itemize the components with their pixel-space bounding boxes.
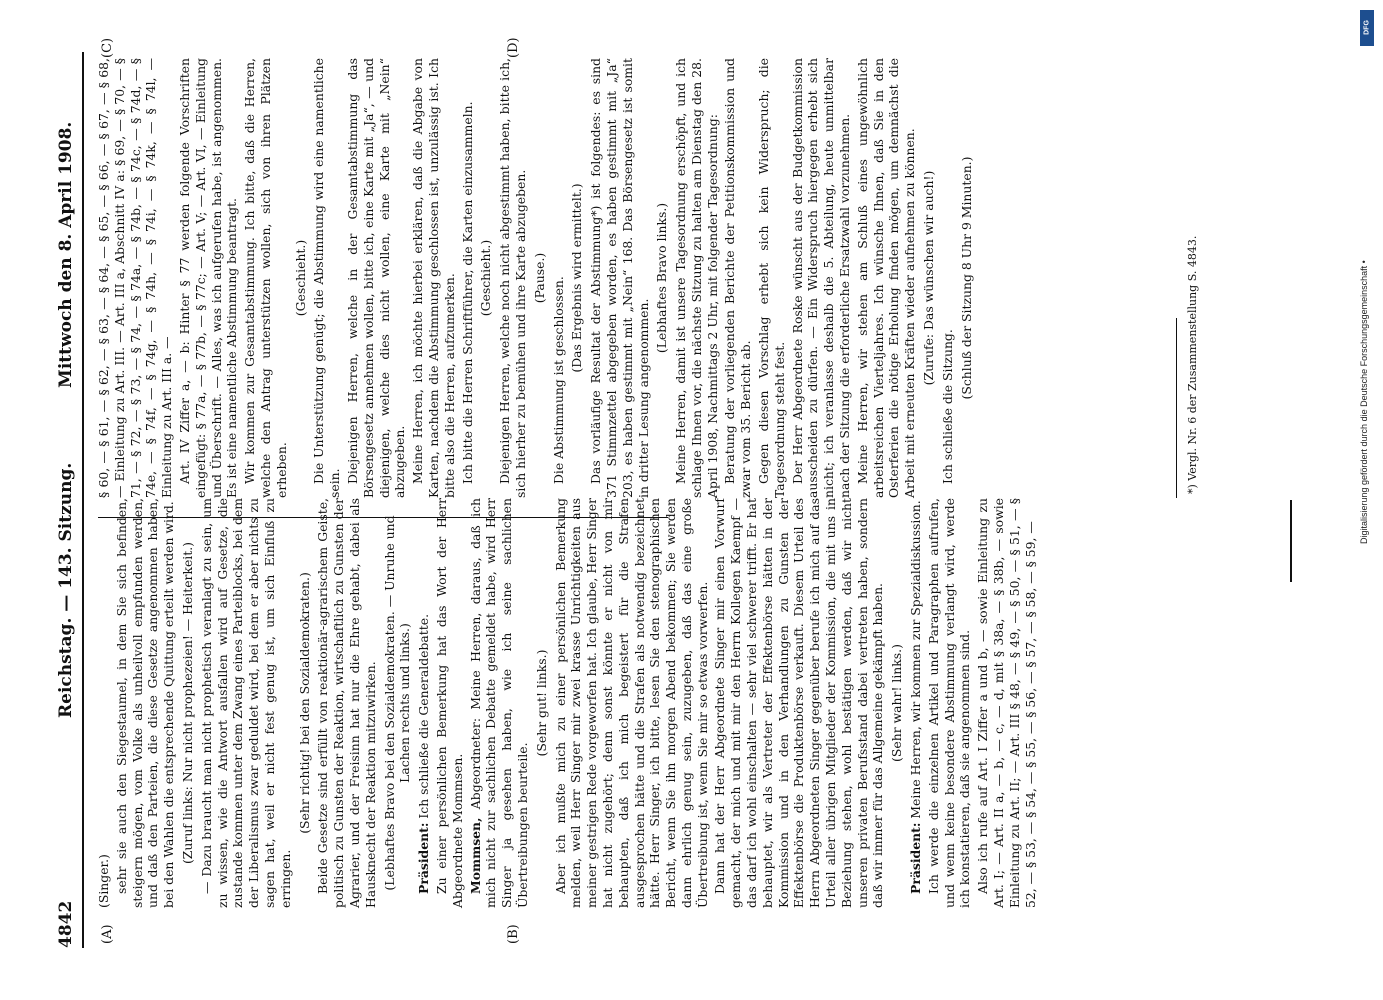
paragraph-text: (Das Ergebnis wird ermittelt.) — [569, 183, 585, 373]
left_column-paragraph — [434, 498, 466, 908]
paragraph-text: Ich bitte die Herren Schriftführer, die Karten einzusammeln. — [459, 101, 475, 484]
left_column-paragraph — [199, 498, 294, 908]
paragraph-text: Aber ich mußte mich zu einer persönlichen Bemerkung melden, weil Herr Singer mir zwei krasse Unrichtigkeiten aus meiner gestrigen Rede vorgeworfen hat. Ich glaube, Herr Singer hat nicht zugehört; denn sonst könnte er nicht von mir behaupten, daß ich mich begeistert für die Strafen ausgesprochen hätte und die Strafen als notwendig bezeichnet hätte. Herr Singer, ich bitte, lesen Sie den stenographischen Bericht, wenn Sie ihn morgen Abend bekommen; Sie werden dann ehrlich genug sein, zuzugeben, daß das eine große Übertreibung ist, wenn Sie mir so etwas vorwerfen. — [552, 498, 710, 908]
right_column-paragraph — [532, 58, 548, 498]
scanned-page — [36, 30, 1346, 970]
speaker-name: Präsident: — [908, 822, 924, 894]
left_column-paragraph — [416, 498, 432, 908]
right-column — [96, 58, 977, 498]
paragraph-text: Meine Herren, damit ist unsere Tagesordnung erschöpft, und ich schlage Ihnen vor, die nächste Sitzung zu halten am Dienstag den 28. April 1908, Nachmittags 2 Uhr, mit folgender Tagesordnung: — [673, 58, 720, 498]
paragraph-text: Das vorläufige Resultat der Abstimmung*) ist folgendes: es sind 371 Stimmzettel abgegeben worden, es haben gestimmt mit „Ja“ 203, es haben gestimmt mit „Nein“ 168. Das Börsengesetz ist somit in dritter Lesung angenommen. — [588, 58, 651, 498]
paragraph-text: Wir kommen zur Gesamtabstimmung. Ich bitte, daß die Herren, welche den Antrag unterstützen wollen, sich von ihren Plätzen erheben. — [242, 58, 289, 498]
left_column-paragraph — [114, 498, 177, 908]
paragraph-text: Zu einer persönlichen Bemerkung hat das Wort der Herr Abgeordnete Mommsen. — [433, 498, 465, 908]
paragraph-text: — Dazu braucht man nicht prophetisch veranlagt zu sein, um zu wissen, wie die Antwort ausfallen wird auf Gesetze, die zustande kommen unter dem Zwang eines Parteiblocks, bei dem der Liberalismus zwar geduldet wird, bei dem er aber nichts zu sagen hat, weil er nicht fest genug ist, um sich Einfluß zu erringen. — [198, 498, 293, 908]
paragraph-text: Abgeordneter: Meine Herren, daraus, daß ich mich nicht zur sachlichen Debatte gemeldet habe, wird Herr Singer ja gesehen haben, wie ich seine sachlichen Übertreibungen beurteile. — [467, 498, 530, 908]
margin-marker-c: (C) — [100, 37, 115, 58]
paragraph-text: (Sehr richtig! bei den Sozialdemokraten.) — [296, 572, 312, 834]
left_column-paragraph — [889, 498, 905, 908]
paragraph-text: Ich schließe die Generaldebatte. — [416, 613, 432, 819]
right_column-paragraph — [588, 58, 651, 498]
paragraph-text: Meine Herren, wir stehen am Schluß eines ungewöhnlich arbeitsreichen Vierteljahres. Ich wünsche Ihnen, daß Sie in den Osterferien die nötige Erholung finden mögen, um demnächst die Arbeit mit erneuten Kräften wieder aufnehmen zu können. — [854, 58, 918, 498]
header-title-right: Mittwoch den 8. April 1908. — [56, 121, 76, 388]
paragraph-text: (Schluß der Sitzung 8 Uhr 9 Minuten.) — [958, 156, 974, 400]
paragraph-text: Diejenigen Herren, welche noch nicht abgestimmt haben, bitte ich, sich hierher zu bemühen und ihre Karte abzugeben. — [497, 58, 528, 498]
speaker-name: Mommsen, — [467, 817, 483, 894]
paragraph-text: Beide Gesetze sind erfüllt von reaktionär-agrarischem Geiste, politisch zu Gunsten der Reaktion, wirtschaftlich zu Gunsten der Agrarier, und der Freisinn hat nur die Ehre gehabt, dabei als Hausknecht der Reaktion mitzuwirken. — [315, 498, 378, 908]
margin-marker-d: (D) — [506, 37, 521, 58]
paragraph-text: Beratung der vorliegenden Berichte der Petitionskommission und zwar vom 35. Bericht ab. — [722, 58, 754, 498]
right_column-paragraph — [478, 58, 494, 498]
right_column-paragraph — [242, 58, 289, 498]
right_column-paragraph — [722, 58, 754, 498]
paragraph-text: Meine Herren, wir kommen zur Spezialdiskussion. — [908, 500, 924, 819]
paragraph-text: (Singer.) — [96, 854, 111, 908]
left_column-paragraph — [96, 498, 112, 908]
left_column-paragraph — [534, 498, 550, 908]
left_column-paragraph — [926, 498, 973, 908]
paragraph-text: Dann hat der Herr Abgeordnete Singer mir einen Vorwurf gemacht, der mich und mit mir den Herrn Kollegen Kaempf — das darf ich wohl einschalten — sehr viel schwerer trifft. Er hat behauptet, wir als Vertreter der Effektenbörse hätten in der Kommission und in den Verhandlungen zu Gunsten der Effektenbörse die Produktenbörse verkauft. Diesem Urteil des Herrn Abgeordneten Singer gegenüber berufe ich mich auf das Urteil aller übrigen Mitglieder der Kommission, die mit uns in Beziehung stehen, wohl bestätigen werden, daß wir nicht unseren privaten Berufsstand dabei vertreten haben, sondern daß wir immer für das Allgemeine gekämpft haben. — [712, 498, 886, 908]
right_column-paragraph — [551, 58, 567, 498]
paragraph-text: (Pause.) — [531, 252, 547, 304]
paragraph-text: Also ich rufe auf Art. I Ziffer a und b, — sowie Einleitung zu Art. I; — Art. II a, — b, — c, — d, mit § 38a, — § 38b, — sowie Einleitung zu Art. II; — Art. III § 48, — § 49, — § 50, — § 51, — § 52, — § 53, — § 54, — § 55, — § 56, — § 57, — § 58, — § 59, — — [975, 498, 1038, 908]
paragraph-text: Ich schließe die Sitzung. — [939, 329, 955, 484]
right_column-paragraph — [940, 58, 956, 498]
paragraph-text: § 60, — § 61, — § 62, — § 63, — § 64, — § 65, — § 66, — § 67, — § 68, — Einleitung zu Art. III. — Art. III a, Abschnitt IV a: § 69, — § 70, — § 71, — § 72, — § 73, — § 74, — § 74a, — § 74b, — § 74c, — § 74d, — § 74e, — § 74f, — § 74g, — § 74h, — § 74i, — § 74k, — § 74l, — Einleitung zu Art. III a. — — [96, 58, 175, 498]
margin-marker-b: (B) — [506, 924, 521, 944]
page-number: 4842 — [56, 900, 76, 948]
paragraph-text: (Lebhaftes Bravo bei den Sozialdemokraten. — Unruhe und Lachen rechts und links.) — [381, 515, 413, 891]
left_column-paragraph — [315, 498, 378, 908]
left_column-paragraph — [180, 498, 196, 908]
right_column-paragraph — [177, 58, 240, 498]
right_column-paragraph — [654, 58, 670, 498]
right_column-paragraph — [460, 58, 476, 498]
paragraph-text: (Geschieht.) — [478, 239, 494, 317]
header-title-left: Reichstag. — 143. Sitzung. — [56, 462, 76, 718]
paragraph-text: (Geschieht.) — [292, 239, 308, 317]
paragraph-text: (Sehr gut! links.) — [533, 649, 549, 757]
paragraph-text: Die Unterstützung genügt; die Abstimmung wird eine namentliche sein. — [311, 58, 343, 498]
paragraph-text: (Sehr wahr! links.) — [889, 644, 905, 762]
paragraph-text: Ich werde die einzelnen Artikel und Paragraphen aufrufen, und wenn keine besondere Abstimmung verlangt wird, werde ich konstatieren, daß sie angenommen sind. — [925, 498, 973, 908]
footnote-rule — [1176, 318, 1177, 498]
right_column-paragraph — [497, 58, 529, 498]
right_column-paragraph — [790, 58, 853, 498]
paragraph-text: (Zuruf links: Nur nicht prophezeien! — Heiterkeit.) — [179, 541, 195, 865]
paragraph-text: (Lebhaftes Bravo links.) — [654, 202, 670, 354]
right_column-paragraph — [311, 58, 343, 498]
footnote: *) Vergl. Nr. 6 der Zusammenstellung S. 4843. — [1186, 235, 1199, 494]
digitization-credit — [1356, 4, 1382, 996]
paragraph-text: Art. IV Ziffer a, — b: Hinter § 77 werden folgende Vorschriften eingefügt: § 77a, — § 77b, — § 77c; — Art. V; — Art. VI, — Einleitung und Überschrift. — Alles, was ich aufgerufen habe, ist angenommen. Es ist eine namentliche Abstimmung beantragt. — [176, 58, 240, 498]
dfg-logo: DFG — [1360, 10, 1374, 46]
paragraph-text: sehr sie auch den Siegestaumel, in dem Sie sich befinden, steigern mögen, vom Volke als unheilvoll empfunden werden, und daß den Parteien, die diese Gesetze angenommen haben, bei den Wahlen die entsprechende Quittung erteilt werden wird. — [113, 498, 177, 908]
right_column-paragraph — [345, 58, 408, 498]
right_column-paragraph — [921, 58, 937, 498]
paragraph-text: Diejenigen Herren, welche in der Gesamtabstimmung das Börsengesetz annehmen wollen, bitte ich, eine Karte mit „Ja“, — und diejenigen, welche dies nicht wollen, eine Karte mit „Nein“ abzugeben. — [344, 58, 408, 498]
margin-marker-a: (A) — [100, 924, 115, 944]
right_column-paragraph — [959, 58, 975, 498]
left_column-paragraph — [468, 498, 531, 908]
right_column-paragraph — [293, 58, 309, 498]
left_column-paragraph — [297, 498, 313, 908]
paragraph-text: Die Abstimmung ist geschlossen. — [550, 276, 566, 484]
credit-text: Digitalisierung gefördert durch die Deutsche Forschungsgemeinschaft • — [1359, 260, 1369, 544]
left_column-paragraph — [553, 498, 711, 908]
binding-line — [1290, 500, 1292, 582]
paragraph-text: (Zurufe: Das wünschen wir auch!) — [921, 170, 937, 386]
right_column-paragraph — [410, 58, 457, 498]
left_column-paragraph — [712, 498, 886, 908]
paragraph-text: Meine Herren, ich möchte hierbei erklären, daß die Abgabe von Karten, nachdem die Abstimmung geschlossen ist, unzulässig ist. Ich bitte also die Herren, aufzumerken. — [410, 58, 457, 498]
page-header — [54, 52, 84, 948]
left_column-paragraph — [975, 498, 1038, 908]
right_column-paragraph — [569, 58, 585, 498]
left_column-paragraph — [908, 498, 924, 908]
paragraph-text: Der Herr Abgeordnete Roske wünscht aus der Budgetkommission ausscheiden zu dürfen. — Ein Widerspruch hiergegen erhebt sich nicht; ich veranlasse deshalb die 5. Abteilung, heute unmittelbar nach der Sitzung die erforderliche Ersatzwahl vorzunehmen. — [789, 58, 853, 498]
left_column-paragraph — [382, 498, 414, 908]
right_column-paragraph — [756, 58, 788, 498]
paragraph-text: Gegen diesen Vorschlag erhebt sich kein Widerspruch; die Tagesordnung steht fest. — [756, 58, 787, 498]
column-divider — [98, 517, 668, 518]
speaker-name: Präsident: — [416, 822, 432, 894]
right_column-paragraph — [855, 58, 918, 498]
left-column — [96, 498, 1040, 908]
right_column-paragraph — [96, 58, 175, 498]
right_column-paragraph — [673, 58, 720, 498]
